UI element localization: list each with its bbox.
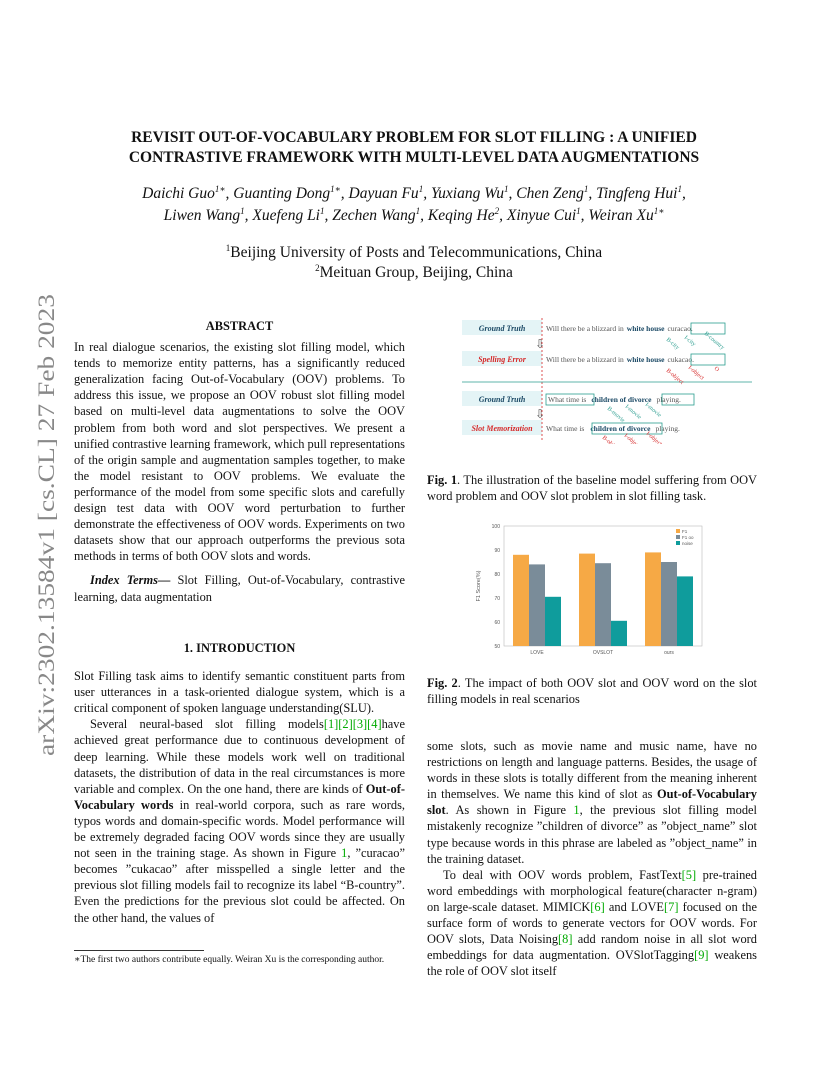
author-affiliation-marker: 1	[677, 183, 682, 194]
svg-text:B-object: B-object	[600, 434, 621, 444]
svg-text:I-city: I-city	[682, 334, 697, 348]
author-affiliation-marker: 1	[240, 205, 245, 216]
paragraph-oov-slot: some slots, such as movie name and music name, have no restrictions on length and language patterns. Besides, the usage of words in these slots is totally different from the meaning inherent in themselves. We name this kind of slot as Out-of-Vocabulary slot. As shown in Figure 1, the previous slot filling model mistakenly recognize ”children of divorce” as ”object_name” slot type because words in this phrase are labeled as ”object_name” in the training dataset.	[427, 739, 757, 866]
author-name: Daichi Guo	[142, 185, 215, 202]
label-ground-truth-1: Ground Truth	[478, 324, 526, 333]
svg-text:What time ischildren of divorc: What time is children of divorce playing.	[548, 395, 681, 404]
author-name: Tingfeng Hui	[596, 185, 678, 202]
legend-swatch	[676, 541, 680, 545]
citation-link[interactable]: [9]	[694, 948, 709, 963]
author-affiliation-marker: 1	[415, 205, 421, 216]
author-affiliation-marker: 2	[494, 205, 500, 216]
bar	[545, 597, 561, 646]
footnote-rule	[74, 950, 204, 951]
figure-2-caption: Fig. 2. The impact of both OOV slot and OOV word on the slot filling models in real scenarios	[427, 676, 757, 707]
author-list	[90, 183, 738, 227]
author-affiliation-marker: 1	[576, 205, 581, 216]
index-terms	[74, 572, 405, 604]
x-tick-label: OVSLOT	[592, 650, 614, 656]
legend-swatch	[676, 535, 680, 539]
bar-chart	[470, 518, 710, 660]
legend-label: noise	[682, 540, 693, 546]
author-name: Xuefeng Li	[252, 207, 320, 224]
svg-text:What time ischildren of divorc: What time is children of divorce playing.	[546, 424, 680, 433]
index-terms-label: Index Terms—	[90, 573, 171, 588]
legend-label: F1	[682, 528, 688, 534]
label-slot-memorization: Slot Memorization	[471, 424, 533, 433]
paragraph-related-work: To deal with OOV words problem, FastText[5] pre-trained word embeddings with morphological feature(character n-gram) on large-scale dataset. MIMICK[6] and LOVE[7] focused on the surface form of words to generate vectors for OOV words. For OOV slots, Data Noising[8] add random noise in all slot word embeddings for data augmentation. OVSlotTagging[9] weakens the role of OOV slot itself	[427, 867, 757, 979]
down-arrow-icon: ⇩	[534, 407, 546, 421]
author-name: Liwen Wang	[163, 207, 241, 224]
intro-paragraph-2: Several neural-based slot filling models[1][2][3][4]have achieved great performance due to continuous development of deep learning. While these models work well on traditional datasets, the distribution of data in the real circumstances is more variable and complex. On the one hand, there are kinds of Out-of-Vocabulary words in real-world corpora, such as rare words, typos words and domain-specific words. Model performance will be extremely degraded facing OOV words since they are usually not seen in the training stage. As shown in Figure 1, ”curacao” becomes ”cukacao” after misspelled a single letter and the previous slot filling models fail to recognize its label “B-country”. Even the predictions for the previous slot could be affected. On the other hand, the values of	[74, 717, 405, 925]
bar	[611, 621, 627, 646]
author-affiliation-marker: 1∗	[330, 183, 341, 194]
title-line-2: CONTRASTIVE FRAMEWORK WITH MULTI-LEVEL DATA AUGMENTATIONS	[128, 149, 700, 166]
author-line-2: Liwen Wang$^1$, Xuefeng Li$^1$, Zechen Wang$^1$, Keqing He$^2$, Xinyue Cui$^1$, Weiran $Xu^{1∗}$	[163, 205, 665, 224]
citation-link[interactable]: [5]	[681, 867, 697, 882]
author-name: Keqing He	[427, 207, 495, 224]
figure-1-caption: Fig. 1. The illustration of the baseline model suffering from OOV word problem and OOV slot problem in slot filling task.	[427, 473, 757, 504]
label-spelling-error: Spelling Error	[478, 355, 526, 364]
citation-link[interactable]: [6]	[590, 899, 605, 914]
author-line-1: Daichi Guo$^{1∗}$, Guanting Dong$^{1∗}$, Dayuan Fu$^1$, Yuxiang Wu$^1$, Chen Zeng$^1$, Tingfeng Hui$^1$,	[142, 183, 686, 202]
author-affiliation-marker: 1∗	[653, 205, 665, 216]
author-affiliation-marker: 1	[320, 205, 325, 216]
x-tick-label: LOVE	[530, 650, 544, 656]
svg-text:Will there be a blizzard inwhi: Will there be a blizzard in white house cukacao.	[546, 355, 694, 364]
arxiv-stamp	[20, 290, 64, 760]
author-name: Dayuan Fu	[348, 185, 419, 202]
svg-text:I-movie: I-movie	[623, 403, 643, 421]
author-name: Weiran Xu	[588, 207, 654, 224]
svg-text:B-object: B-object	[664, 367, 685, 386]
bar	[595, 563, 611, 646]
down-arrow-icon: ⇩	[534, 337, 546, 351]
y-tick-label: 60	[494, 620, 500, 626]
author-affiliation-marker: 1	[418, 183, 424, 194]
introduction-section	[74, 640, 405, 926]
citation-link[interactable]: [1][2][3][4]	[323, 717, 382, 732]
svg-text:I-object: I-object	[686, 364, 705, 382]
y-tick-label: 70	[494, 596, 500, 602]
svg-text:B-movie: B-movie	[605, 405, 626, 425]
intro-heading: 1. INTRODUCTION	[183, 641, 296, 655]
title-line-1: REVISIT OUT-OF-VOCABULARY PROBLEM FOR SLOT FILLING : A UNIFIED	[131, 129, 697, 146]
svg-text:I-movie: I-movie	[643, 401, 663, 419]
affiliations	[90, 243, 738, 283]
author-affiliation-marker: 1	[583, 183, 589, 194]
footnote: ∗The first two authors contribute equally. Weiran Xu is the corresponding author.	[74, 955, 385, 965]
svg-text:O: O	[712, 365, 720, 374]
figure-link[interactable]: 1	[341, 846, 348, 861]
legend-swatch	[676, 529, 680, 533]
author-name: Yuxiang Wu	[430, 185, 505, 202]
svg-text:Will there be a blizzard inwhi: Will there be a blizzard in white house curacao.	[546, 324, 693, 333]
index-terms-text: Slot Filling, Out-of-Vocabulary, contrastive learning, data augmentation	[74, 573, 405, 604]
y-axis-label: F1 Score(%)	[476, 570, 482, 602]
citation-link[interactable]: [7]	[664, 899, 679, 914]
label-ground-truth-2: Ground Truth	[478, 395, 526, 404]
author-name: Zechen Wang	[332, 207, 416, 224]
paper-title	[90, 128, 738, 168]
x-tick-label: ours	[664, 650, 674, 656]
svg-text:B-country: B-country	[702, 330, 726, 352]
legend-label: F1 oo	[682, 534, 694, 540]
author-affiliation-marker: 1∗	[214, 183, 226, 194]
author-name: Chen Zeng	[516, 185, 584, 202]
abstract-section	[74, 318, 405, 605]
figure-2	[470, 518, 710, 660]
bar	[677, 576, 693, 646]
arxiv-id: arXiv:2302.13584v1 [cs.CL] 27 Feb 2023	[34, 368, 59, 756]
y-tick-label: 50	[494, 644, 500, 650]
bar	[513, 555, 529, 646]
right-column-text	[427, 738, 757, 979]
svg-text:I-object: I-object	[622, 432, 641, 444]
author-name: Guanting Dong	[233, 185, 331, 202]
y-tick-label: 100	[491, 524, 500, 530]
author-name: Xinyue Cui	[506, 207, 577, 224]
y-tick-label: 90	[494, 548, 500, 554]
bar	[579, 554, 595, 646]
abstract-text: In real dialogue scenarios, the existing slot filling model, which tends to memorize entity patterns, has a significantly reduced generalization facing Out-of-Vocabulary (OOV) problems. To address this issue, we propose an OOV robust slot filling model based on multi-level data augmentations to solve the OOV problem from both word and slot perspectives. We present a unified contrastive learning framework, which pull representations of the origin sample and augmentation samples together, to make the model resistant to OOV problems. We evaluate the performance of the model from some specific slots and carefully design test data with OOV word perturbation to further demonstrate the effectiveness of OOV words. Experiments on two datasets show that our approach outperforms the previous sota methods in terms of both OOV slots and words.	[74, 340, 405, 564]
bar	[645, 552, 661, 646]
svg-text:I-object: I-object	[644, 430, 663, 444]
affiliation-2: $^2$Meituan Group, Beijing, China	[315, 262, 513, 281]
figure-link[interactable]: 1	[573, 803, 580, 818]
svg-text:B-city: B-city	[664, 336, 681, 352]
citation-link[interactable]: [8]	[558, 932, 573, 947]
author-affiliation-marker: 1	[504, 183, 509, 194]
figure-1	[462, 316, 752, 444]
y-tick-label: 80	[494, 572, 500, 578]
affiliation-1: $^1$Beijing University of Posts and Telecommunications, China	[225, 242, 603, 261]
intro-paragraph-1: Slot Filling task aims to identify semantic constituent parts from user utterances in a task-oriented dialogue system, which is a critical component of spoken language understanding(SLU).	[74, 669, 405, 716]
bar	[529, 564, 545, 646]
abstract-heading: ABSTRACT	[205, 319, 274, 333]
bar	[661, 562, 677, 646]
